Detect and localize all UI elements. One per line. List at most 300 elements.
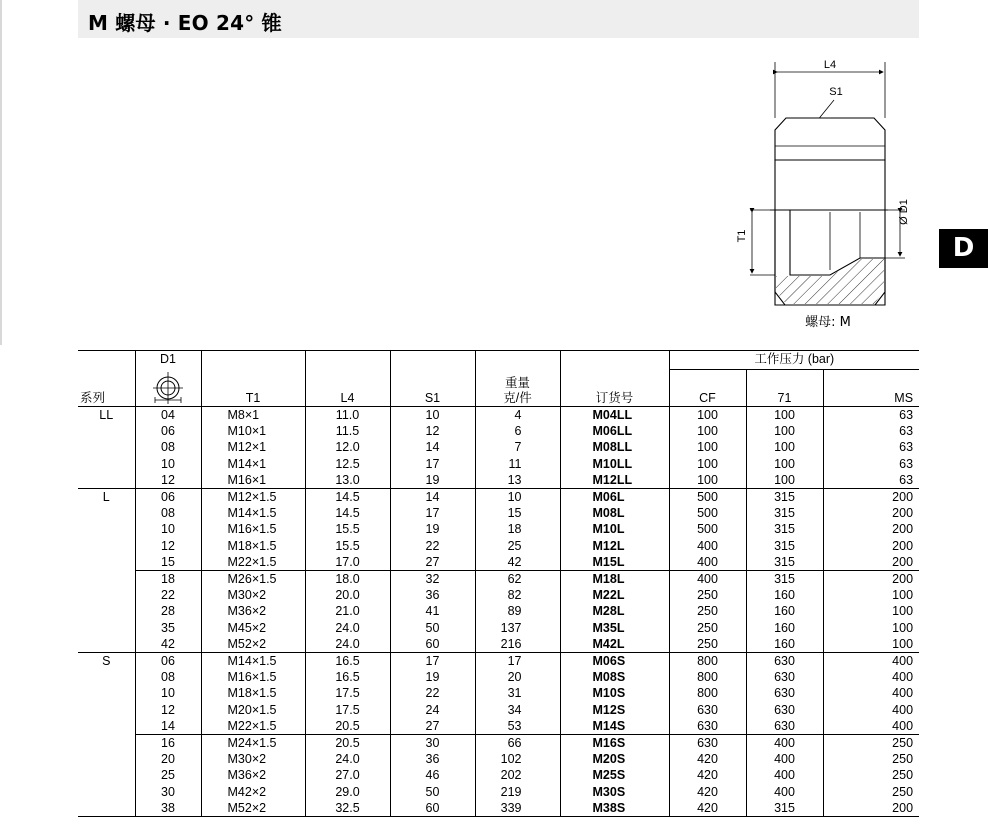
- cell-d1: 10: [135, 521, 201, 537]
- cell-cf: 420: [669, 800, 746, 817]
- cell-cf: 400: [669, 554, 746, 571]
- table-row: [78, 751, 919, 767]
- cell-ms: 400: [823, 669, 919, 685]
- cell-ms: 400: [823, 718, 919, 735]
- cell-cf: 100: [669, 456, 746, 472]
- cell-t1: M22×1.5: [201, 718, 305, 735]
- cell-series: [78, 603, 135, 619]
- cell-cf: 400: [669, 571, 746, 588]
- cell-series: LL: [78, 407, 135, 424]
- cell-d1: 38: [135, 800, 201, 817]
- cell-t1: M52×2: [201, 636, 305, 653]
- table-row: [78, 636, 919, 653]
- cell-d1: 10: [135, 456, 201, 472]
- table-row: [78, 735, 919, 752]
- cell-weight: 11: [475, 456, 560, 472]
- title-bar: [78, 0, 919, 38]
- cell-cf: 630: [669, 702, 746, 718]
- cell-cf: 630: [669, 718, 746, 735]
- cell-l4: 14.5: [305, 489, 390, 506]
- cell-ms: 400: [823, 653, 919, 670]
- cell-series: [78, 472, 135, 489]
- cell-series: [78, 456, 135, 472]
- cell-cf: 800: [669, 685, 746, 701]
- cell-weight: 34: [475, 702, 560, 718]
- cell-s1: 19: [390, 472, 475, 489]
- cell-l4: 29.0: [305, 784, 390, 800]
- header-l4: L4: [305, 370, 390, 407]
- cell-p71: 630: [746, 702, 823, 718]
- header-ms: MS: [823, 370, 919, 407]
- cell-l4: 20.5: [305, 735, 390, 752]
- table-row: [78, 718, 919, 735]
- table-row: [78, 800, 919, 817]
- cell-p71: 160: [746, 636, 823, 653]
- cell-series: [78, 505, 135, 521]
- spec-table-body: [78, 407, 919, 817]
- cell-weight: 18: [475, 521, 560, 537]
- cell-weight: 66: [475, 735, 560, 752]
- cell-d1: 04: [135, 407, 201, 424]
- cell-series: [78, 571, 135, 588]
- cell-d1: 12: [135, 702, 201, 718]
- cell-weight: 31: [475, 685, 560, 701]
- table-row: [78, 505, 919, 521]
- cell-l4: 17.5: [305, 702, 390, 718]
- cell-d1: 08: [135, 669, 201, 685]
- dim-d1-label: Ø D1: [898, 199, 910, 225]
- cell-weight: 102: [475, 751, 560, 767]
- cell-p71: 100: [746, 456, 823, 472]
- cell-d1: 06: [135, 653, 201, 670]
- cell-s1: 10: [390, 407, 475, 424]
- section-tab: D: [939, 229, 988, 268]
- cell-order-no: M35L: [560, 620, 669, 636]
- cell-weight: 339: [475, 800, 560, 817]
- cell-s1: 46: [390, 767, 475, 783]
- cell-d1: 15: [135, 554, 201, 571]
- cell-d1: 22: [135, 587, 201, 603]
- cell-series: [78, 718, 135, 735]
- header-s1: S1: [390, 370, 475, 407]
- cell-series: [78, 538, 135, 554]
- table-row: [78, 702, 919, 718]
- cell-series: [78, 521, 135, 537]
- cell-weight: 20: [475, 669, 560, 685]
- cell-s1: 50: [390, 620, 475, 636]
- cell-s1: 14: [390, 489, 475, 506]
- cell-p71: 160: [746, 620, 823, 636]
- cell-s1: 17: [390, 505, 475, 521]
- cell-l4: 12.5: [305, 456, 390, 472]
- cell-t1: M14×1: [201, 456, 305, 472]
- page-edge-rule: [0, 0, 2, 345]
- cell-l4: 21.0: [305, 603, 390, 619]
- cell-order-no: M12S: [560, 702, 669, 718]
- cell-s1: 30: [390, 735, 475, 752]
- cell-s1: 19: [390, 669, 475, 685]
- cell-cf: 250: [669, 620, 746, 636]
- table-row: [78, 571, 919, 588]
- cell-cf: 630: [669, 735, 746, 752]
- cell-series: [78, 620, 135, 636]
- cell-p71: 100: [746, 407, 823, 424]
- table-row: [78, 603, 919, 619]
- cell-s1: 32: [390, 571, 475, 588]
- cell-order-no: M25S: [560, 767, 669, 783]
- cell-order-no: M12L: [560, 538, 669, 554]
- cell-series: [78, 702, 135, 718]
- cell-weight: 13: [475, 472, 560, 489]
- cell-ms: 200: [823, 505, 919, 521]
- cell-t1: M16×1.5: [201, 669, 305, 685]
- dim-s1-label: S1: [829, 86, 843, 98]
- spec-table: [78, 350, 919, 817]
- cell-cf: 500: [669, 505, 746, 521]
- cell-order-no: M42L: [560, 636, 669, 653]
- cell-d1: 12: [135, 538, 201, 554]
- cell-ms: 63: [823, 472, 919, 489]
- cell-t1: M30×2: [201, 751, 305, 767]
- cell-ms: 63: [823, 439, 919, 455]
- table-row: [78, 653, 919, 670]
- table-row: [78, 472, 919, 489]
- cell-s1: 19: [390, 521, 475, 537]
- cell-order-no: M10LL: [560, 456, 669, 472]
- cell-t1: M14×1.5: [201, 653, 305, 670]
- cell-ms: 100: [823, 587, 919, 603]
- cell-s1: 22: [390, 685, 475, 701]
- cell-l4: 16.5: [305, 669, 390, 685]
- cell-ms: 100: [823, 620, 919, 636]
- cell-t1: M42×2: [201, 784, 305, 800]
- cell-p71: 315: [746, 554, 823, 571]
- cell-weight: 53: [475, 718, 560, 735]
- table-row: [78, 456, 919, 472]
- header-weight-top: 重量: [504, 376, 530, 390]
- cell-cf: 420: [669, 751, 746, 767]
- table-row: [78, 439, 919, 455]
- cell-p71: 315: [746, 571, 823, 588]
- cell-d1: 06: [135, 423, 201, 439]
- table-row: [78, 784, 919, 800]
- header-weight-bottom: 克/件: [503, 391, 532, 405]
- cell-s1: 60: [390, 800, 475, 817]
- cell-order-no: M15L: [560, 554, 669, 571]
- cell-p71: 100: [746, 439, 823, 455]
- cell-s1: 36: [390, 587, 475, 603]
- cell-ms: 200: [823, 554, 919, 571]
- table-row: [78, 423, 919, 439]
- cell-cf: 100: [669, 407, 746, 424]
- cell-d1: 16: [135, 735, 201, 752]
- cell-s1: 27: [390, 718, 475, 735]
- table-row: [78, 538, 919, 554]
- cell-p71: 100: [746, 472, 823, 489]
- cell-p71: 400: [746, 767, 823, 783]
- cell-d1: 06: [135, 489, 201, 506]
- header-d1-icon-cell: [135, 370, 201, 407]
- cell-ms: 250: [823, 767, 919, 783]
- thread-symbol-icon: [153, 372, 183, 404]
- cell-series: [78, 784, 135, 800]
- drawing-caption: 螺母: M: [805, 315, 851, 330]
- cell-t1: M36×2: [201, 603, 305, 619]
- cell-series: L: [78, 489, 135, 506]
- cell-order-no: M08S: [560, 669, 669, 685]
- cell-weight: 137: [475, 620, 560, 636]
- cell-ms: 63: [823, 456, 919, 472]
- cell-d1: 35: [135, 620, 201, 636]
- cell-order-no: M04LL: [560, 407, 669, 424]
- cell-l4: 17.5: [305, 685, 390, 701]
- cell-l4: 24.0: [305, 636, 390, 653]
- cell-t1: M30×2: [201, 587, 305, 603]
- header-d1: D1: [135, 351, 201, 370]
- cell-series: [78, 735, 135, 752]
- cell-p71: 315: [746, 521, 823, 537]
- cell-weight: 6: [475, 423, 560, 439]
- cell-d1: 25: [135, 767, 201, 783]
- cell-p71: 400: [746, 751, 823, 767]
- cell-l4: 12.0: [305, 439, 390, 455]
- cell-p71: 315: [746, 800, 823, 817]
- cell-l4: 15.5: [305, 538, 390, 554]
- header-order-no: 订货号: [560, 370, 669, 407]
- cell-s1: 60: [390, 636, 475, 653]
- header-series: 系列: [80, 390, 106, 405]
- cell-s1: 50: [390, 784, 475, 800]
- cell-d1: 08: [135, 439, 201, 455]
- cell-weight: 202: [475, 767, 560, 783]
- cell-weight: 42: [475, 554, 560, 571]
- cell-p71: 315: [746, 489, 823, 506]
- cell-cf: 420: [669, 767, 746, 783]
- table-row: [78, 521, 919, 537]
- cell-d1: 20: [135, 751, 201, 767]
- cell-order-no: M08L: [560, 505, 669, 521]
- cell-t1: M18×1.5: [201, 538, 305, 554]
- cell-ms: 400: [823, 702, 919, 718]
- cell-d1: 10: [135, 685, 201, 701]
- cell-weight: 25: [475, 538, 560, 554]
- table-row: [78, 685, 919, 701]
- cell-order-no: M20S: [560, 751, 669, 767]
- cell-order-no: M06L: [560, 489, 669, 506]
- cell-cf: 500: [669, 521, 746, 537]
- cell-cf: 500: [669, 489, 746, 506]
- cell-l4: 20.5: [305, 718, 390, 735]
- cell-series: [78, 800, 135, 817]
- cell-ms: 250: [823, 784, 919, 800]
- page-title: M 螺母 · EO 24° 锥: [88, 11, 282, 35]
- cell-t1: M8×1: [201, 407, 305, 424]
- cell-weight: 89: [475, 603, 560, 619]
- cell-t1: M12×1: [201, 439, 305, 455]
- cell-weight: 62: [475, 571, 560, 588]
- cell-cf: 800: [669, 653, 746, 670]
- cell-order-no: M16S: [560, 735, 669, 752]
- cell-p71: 630: [746, 669, 823, 685]
- header-71: 71: [746, 370, 823, 407]
- cell-t1: M10×1: [201, 423, 305, 439]
- cell-l4: 11.0: [305, 407, 390, 424]
- cell-t1: M16×1.5: [201, 521, 305, 537]
- cell-s1: 12: [390, 423, 475, 439]
- cell-ms: 200: [823, 521, 919, 537]
- cell-p71: 160: [746, 587, 823, 603]
- cell-s1: 41: [390, 603, 475, 619]
- cell-d1: 42: [135, 636, 201, 653]
- cell-weight: 4: [475, 407, 560, 424]
- cell-weight: 219: [475, 784, 560, 800]
- header-t1: T1: [201, 370, 305, 407]
- cell-cf: 800: [669, 669, 746, 685]
- cell-l4: 14.5: [305, 505, 390, 521]
- cell-p71: 400: [746, 784, 823, 800]
- header-weight: [475, 370, 560, 407]
- cell-order-no: M06LL: [560, 423, 669, 439]
- cell-ms: 63: [823, 423, 919, 439]
- nut-drawing: [715, 50, 915, 335]
- header-blank: [78, 351, 135, 370]
- cell-l4: 15.5: [305, 521, 390, 537]
- cell-weight: 7: [475, 439, 560, 455]
- dim-l4-label: L4: [823, 59, 837, 71]
- cell-t1: M24×1.5: [201, 735, 305, 752]
- cell-t1: M18×1.5: [201, 685, 305, 701]
- cell-l4: 20.0: [305, 587, 390, 603]
- cell-order-no: M08LL: [560, 439, 669, 455]
- cell-l4: 32.5: [305, 800, 390, 817]
- cell-order-no: M18L: [560, 571, 669, 588]
- cell-d1: 30: [135, 784, 201, 800]
- table-row: [78, 669, 919, 685]
- cell-d1: 12: [135, 472, 201, 489]
- cell-t1: M22×1.5: [201, 554, 305, 571]
- header-cf: CF: [669, 370, 746, 407]
- cell-ms: 200: [823, 538, 919, 554]
- dim-t1-label: T1: [736, 229, 748, 243]
- cell-p71: 160: [746, 603, 823, 619]
- cell-l4: 17.0: [305, 554, 390, 571]
- cell-ms: 400: [823, 685, 919, 701]
- cell-s1: 22: [390, 538, 475, 554]
- cell-t1: M16×1: [201, 472, 305, 489]
- cell-s1: 27: [390, 554, 475, 571]
- cell-order-no: M14S: [560, 718, 669, 735]
- cell-series: [78, 554, 135, 571]
- table-row: [78, 587, 919, 603]
- cell-t1: M14×1.5: [201, 505, 305, 521]
- cell-l4: 24.0: [305, 751, 390, 767]
- cell-series: [78, 767, 135, 783]
- table-row: [78, 767, 919, 783]
- cell-series: [78, 685, 135, 701]
- cell-ms: 200: [823, 489, 919, 506]
- cell-cf: 100: [669, 472, 746, 489]
- cell-d1: 18: [135, 571, 201, 588]
- cell-cf: 250: [669, 603, 746, 619]
- cell-weight: 82: [475, 587, 560, 603]
- cell-order-no: M06S: [560, 653, 669, 670]
- header-pressure: 工作压力 (bar): [669, 351, 919, 370]
- cell-ms: 200: [823, 571, 919, 588]
- table-row: [78, 489, 919, 506]
- table-row: [78, 620, 919, 636]
- cell-series: [78, 636, 135, 653]
- cell-cf: 420: [669, 784, 746, 800]
- cell-p71: 630: [746, 718, 823, 735]
- cell-p71: 630: [746, 653, 823, 670]
- cell-cf: 400: [669, 538, 746, 554]
- cell-cf: 100: [669, 423, 746, 439]
- cell-ms: 100: [823, 636, 919, 653]
- cell-t1: M26×1.5: [201, 571, 305, 588]
- cell-order-no: M10L: [560, 521, 669, 537]
- cell-l4: 27.0: [305, 767, 390, 783]
- cell-p71: 315: [746, 538, 823, 554]
- cell-s1: 17: [390, 456, 475, 472]
- cell-weight: 17: [475, 653, 560, 670]
- cell-d1: 08: [135, 505, 201, 521]
- cell-order-no: M10S: [560, 685, 669, 701]
- cell-weight: 216: [475, 636, 560, 653]
- cell-l4: 18.0: [305, 571, 390, 588]
- cell-s1: 36: [390, 751, 475, 767]
- cell-t1: M20×1.5: [201, 702, 305, 718]
- cell-order-no: M38S: [560, 800, 669, 817]
- cell-series: [78, 439, 135, 455]
- cell-ms: 63: [823, 407, 919, 424]
- cell-ms: 250: [823, 751, 919, 767]
- cell-weight: 10: [475, 489, 560, 506]
- cell-l4: 24.0: [305, 620, 390, 636]
- cell-ms: 200: [823, 800, 919, 817]
- cell-p71: 315: [746, 505, 823, 521]
- cell-order-no: M30S: [560, 784, 669, 800]
- cell-l4: 11.5: [305, 423, 390, 439]
- cell-d1: 28: [135, 603, 201, 619]
- cell-l4: 16.5: [305, 653, 390, 670]
- cell-ms: 100: [823, 603, 919, 619]
- cell-series: [78, 587, 135, 603]
- cell-p71: 630: [746, 685, 823, 701]
- cell-t1: M36×2: [201, 767, 305, 783]
- cell-p71: 400: [746, 735, 823, 752]
- cell-t1: M12×1.5: [201, 489, 305, 506]
- cell-p71: 100: [746, 423, 823, 439]
- cell-order-no: M22L: [560, 587, 669, 603]
- cell-t1: M45×2: [201, 620, 305, 636]
- cell-s1: 17: [390, 653, 475, 670]
- cell-cf: 250: [669, 636, 746, 653]
- cell-weight: 15: [475, 505, 560, 521]
- cell-cf: 250: [669, 587, 746, 603]
- cell-series: [78, 751, 135, 767]
- cell-order-no: M28L: [560, 603, 669, 619]
- table-row: [78, 554, 919, 571]
- cell-series: [78, 423, 135, 439]
- cell-s1: 14: [390, 439, 475, 455]
- cell-l4: 13.0: [305, 472, 390, 489]
- cell-d1: 14: [135, 718, 201, 735]
- cell-cf: 100: [669, 439, 746, 455]
- cell-order-no: M12LL: [560, 472, 669, 489]
- table-row: [78, 407, 919, 424]
- cell-series: [78, 669, 135, 685]
- cell-t1: M52×2: [201, 800, 305, 817]
